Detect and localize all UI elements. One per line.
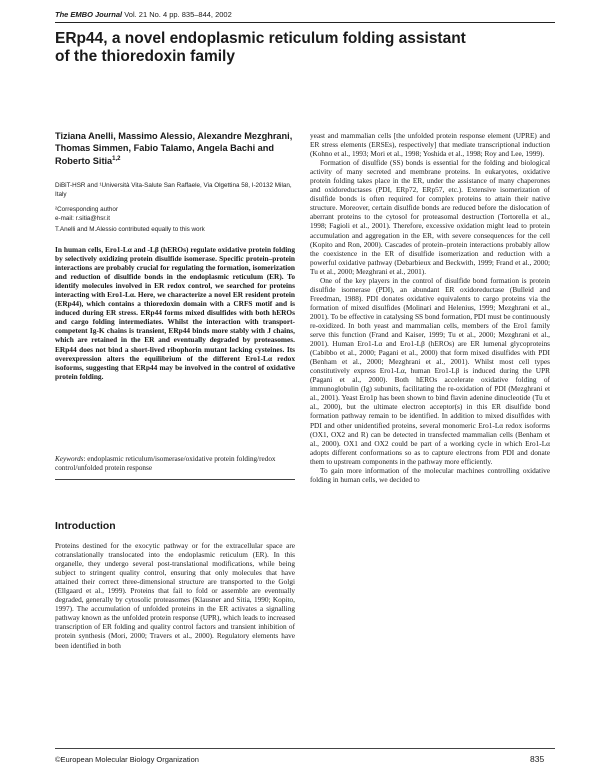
introduction-left-column — [55, 541, 295, 650]
keywords-label: Keywords — [55, 455, 84, 463]
paragraph: One of the key players in the control of disulfide bond formation is protein disulfide isomerase (PDI), an abundant ER oxidoreductase (Bulleid and Freedman, 1988). PDI donates oxidative equivalents to cargo proteins via the formation of mixed disulfides (Molinari and Helenius, 1999; Mezghrani et al., 2001). To be effective in catalysing SS bond formation, PDI must be continuously re-oxidized. In both yeast and mammalian cells, members of the Ero1 family serve this function (Frand and Kaiser, 1999; Tu et al., 2000; Mezghrani et al., 2001). Human Ero1-Lα and Ero1-Lβ (hEROs) are ER lumenal glycoproteins (Cabibbo et al., 2000; Pagani et al., 2000) that form mixed disulfides with PDI (Benham et al., 2000; Mezghrani et al., 2001). Whilst most cell types constitutively express Ero1-Lα, human Ero1-Lβ is induced during the UPR (Pagani et al., 2000). Both hEROs accelerate oxidative folding of immunoglobulin (Ig) subunits, facilitating the re-oxidation of PDI (Mezghrani et al., 2001). Yeast Ero1p has been shown to bind flavin adenine dinucleotide (Tu et al., 2000), but the ultimate electron acceptor(s) in this ER disulfide bond formation pathway remain to be identified. In addition to mixed disulfides with PDI and other unidentified proteins, several monomeric Ero1-Lα redox isoforms (OX1, OX2 and R) can be detected in transfected mammalian cells (Benham et al., 2000). OX1 and OX2 could be part of a working cycle in which Ero1-Lα adopts different conformations so as to capture electrons from PDI and donate them to upstream components in the pathway more efficiently. — [310, 275, 550, 466]
section-heading-introduction: Introduction — [55, 521, 116, 532]
publisher-copyright: ©European Molecular Biology Organization — [55, 755, 199, 764]
paragraph: yeast and mammalian cells [the unfolded protein response element (UPRE) and ER stress elements (ERSEs), respectively] that mediate transcriptional induction (Kohno et al., 1993; Mori et al., 1998; Yoshida et al., 1998; Roy and Lee, 1999). — [310, 131, 550, 159]
paper-title: ERp44, a novel endoplasmic reticulum folding assistant of the thioredoxin family — [55, 30, 466, 65]
correspondence — [55, 206, 295, 223]
author-superscript: 1,2 — [112, 156, 121, 162]
affiliation: DiBiT-HSR and ¹Università Vita-Salute San Raffaele, Via Olgettina 58, I-20132 Milan, Italy — [55, 182, 292, 198]
author-list — [55, 131, 295, 168]
page-number: 835 — [530, 754, 545, 764]
footer-rule — [55, 748, 555, 749]
keywords-text: : endoplasmic reticulum/isomerase/oxidative protein folding/redox control/unfolded protein response — [55, 455, 276, 473]
journal-name: The EMBO Journal — [55, 10, 123, 19]
corresponding-email: e-mail: r.sitia@hsr.it — [55, 214, 111, 222]
introduction-right-column — [310, 131, 550, 484]
header-rule — [55, 22, 555, 23]
paragraph: To gain more information of the molecular machines controlling oxidative folding in human cells, we decided to — [310, 465, 550, 484]
paragraph: Proteins destined for the exocytic pathway or for the extracellular space are cotranslationally translocated into the endoplasmic reticulum (ER). In this organelle, they undergo several post-translational modifications, while being subject to stringent quality control, ensuring that only molecules that have attained their correct three-dimensional structure are transported to the Golgi (Ellgaard et al., 1999). Proteins that fail to fold or assemble are eventually degraded, generally by cytosolic proteasomes (Klausner and Sitia, 1990; Kopito, 1997). The accumulation of unfolded proteins in the ER activates a signalling pathway known as the unfolded protein response (UPR), which leads to increased transcription of ER folding and quality control factors and transient inhibition of protein synthesis (Mori, 2000; Travers et al., 2000). Regulatory elements have been identified in both — [55, 541, 295, 650]
paragraph: Formation of disulfide (SS) bonds is essential for the folding and biological activity of many secreted and membrane proteins. In eukaryotes, oxidative protein folding takes place in the ER, under the assistance of many chaperones and oxidoreductases (PDI, ERp72, ERp57, etc.). Extensive isomerization of disulfide bonds is often required for complex proteins to attain their native structure. Moreover, certain disulfide bonds are reduced before the dislocation of aberrant proteins to the cytosol for proteasomal destruction (Tortorella et al., 1998; Fagioli et al., 2001). Therefore, excessive oxidation might lead to protein accumulation and aggregation in the ER, with severe consequences for the cell (Kopito and Ron, 2000). Cascades of protein–protein interactions probably allow the coexistence in the ER of disulfide isomerization and reduction with a powerful oxidative pathway (Debarbieux and Beckwith, 1999; Frand et al., 2000; Tu et al., 2000; Mezghrani et al., 2001). — [310, 158, 550, 276]
corresponding-label: ²Corresponding author — [55, 206, 119, 213]
journal-issue: Vol. 21 No. 4 pp. 835–844, 2002 — [124, 10, 232, 19]
journal-header — [55, 10, 232, 19]
keywords — [55, 455, 295, 473]
abstract: In human cells, Ero1-Lα and -Lβ (hEROs) regulate oxidative protein folding by selectively oxidizing protein disulfide isomerase. Specific protein–protein interactions are probably crucial for regulating the formation, isomerization and reduction of disulfide bonds in the endoplasmic reticulum (ER). To identify molecules involved in ER redox control, we searched for proteins interacting with Ero1-Lα. Here, we characterize a novel ER resident protein (ERp44), which contains a thioredoxin domain with a CRFS motif and is induced during ER stress. ERp44 forms mixed disulfides with both hEROs and cargo folding intermediates. Whilst the interaction with transport-competent Ig-K chains is transient, ERp44 binds more stably with J chains, which are retained in the ER and eventually degraded by proteasomes. ERp44 does not bind a short-lived ribophorin mutant lacking cysteines. Its overexpression alters the equilibrium of the different Ero1-Lα redox isoforms, suggesting that ERp44 may be involved in the control of oxidative protein folding. — [55, 245, 295, 381]
author-names: Tiziana Anelli, Massimo Alessio, Alexandre Mezghrani, Thomas Simmen, Fabio Talamo, Angela Bachi and Roberto Sitia — [55, 131, 293, 167]
contribution-note: T.Anelli and M.Alessio contributed equally to this work — [55, 226, 205, 233]
section-rule — [55, 479, 295, 480]
